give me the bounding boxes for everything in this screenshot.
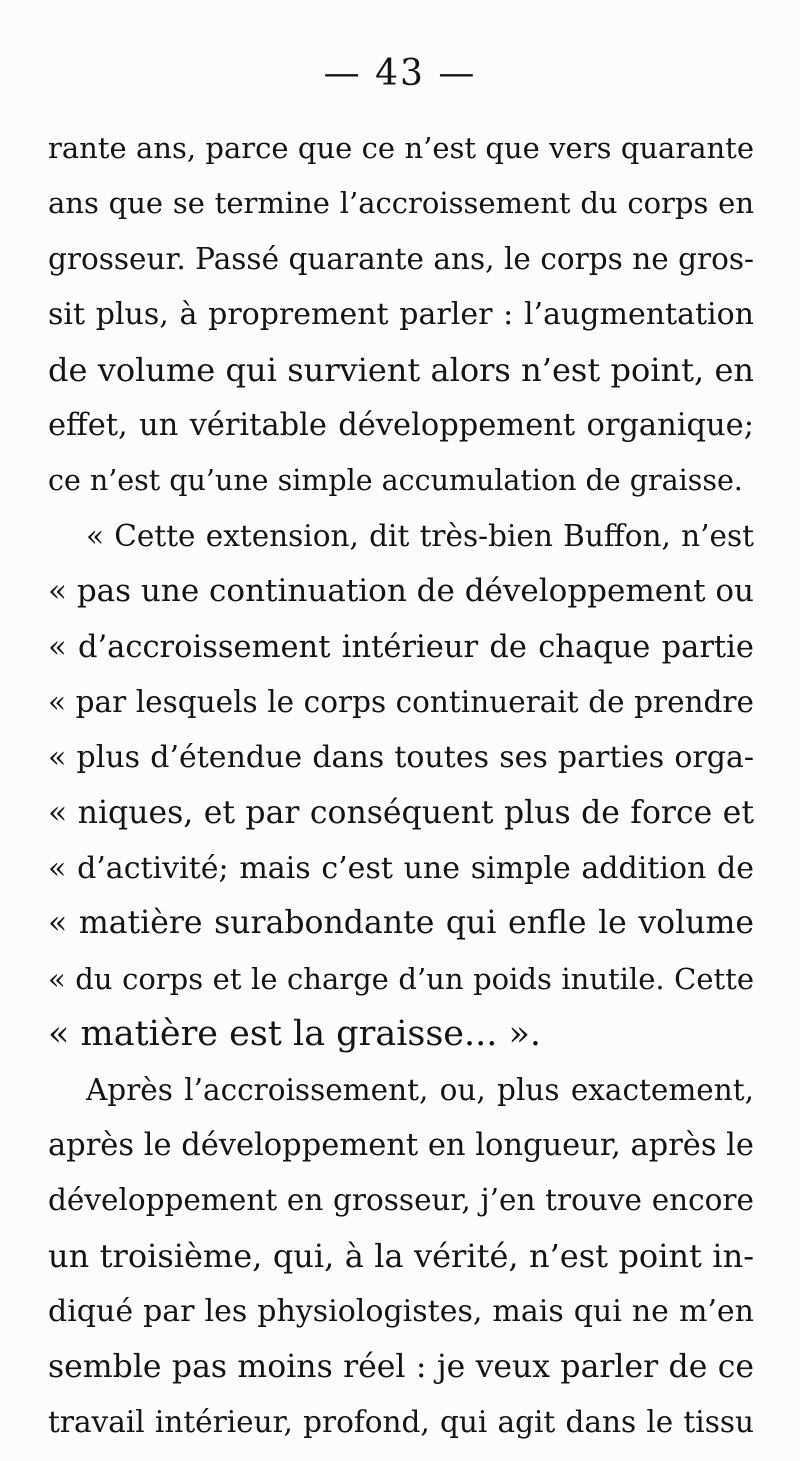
- text-line: effet, un véritable développement organique;: [48, 407, 754, 443]
- page-number: — 43 —: [323, 53, 477, 94]
- body-text: [48, 121, 754, 1450]
- quote-line: « matière est la graisse... ».: [48, 1014, 542, 1055]
- text-line: développement en grosseur, j’en trouve encore: [48, 1183, 754, 1218]
- text-line: un troisième, qui, à la vérité, n’est point in-: [48, 1236, 754, 1275]
- quote-line: « d’accroissement intérieur de chaque partie: [48, 629, 754, 665]
- text-line: Après l’accroissement, ou, plus exactement,: [86, 1072, 754, 1107]
- quote-line: « Cette extension, dit très-bien Buffon, n’est: [86, 518, 754, 553]
- quote-line: « matière surabondante qui enfle le volume: [48, 905, 754, 942]
- quote-line: « pas une continuation de développement ou: [48, 573, 754, 610]
- text-line: rante ans, parce que ce n’est que vers quarante: [48, 131, 754, 165]
- text-line: semble pas moins réel : je veux parler de ce: [48, 1348, 754, 1385]
- quote-line: « du corps et le charge d’un poids inutile. Cette: [48, 961, 754, 996]
- text-line: diqué par les physiologistes, mais qui ne m’en: [48, 1294, 754, 1330]
- text-line: travail intérieur, profond, qui agit dans le tissu: [48, 1404, 754, 1439]
- quote-line: « par lesquels le corps continuerait de prendre: [48, 684, 754, 719]
- text-line: de volume qui survient alors n’est point, en: [48, 350, 754, 389]
- quote-line: « niques, et par conséquent plus de force et: [48, 794, 754, 831]
- text-line: ce n’est qu’une simple accumulation de graisse.: [48, 464, 743, 498]
- quote-line: « d’activité; mais c’est une simple addition de: [48, 851, 754, 887]
- text-line: ans que se termine l’accroissement du corps en: [48, 186, 754, 221]
- text-line: grosseur. Passé quarante ans, le corps ne gros-: [48, 241, 754, 276]
- text-line: après le développement en longueur, après le: [48, 1128, 754, 1164]
- text-line: sit plus, à proprement parler : l’augmentation: [48, 297, 754, 333]
- quote-line: « plus d’étendue dans toutes ses parties orga-: [48, 740, 754, 776]
